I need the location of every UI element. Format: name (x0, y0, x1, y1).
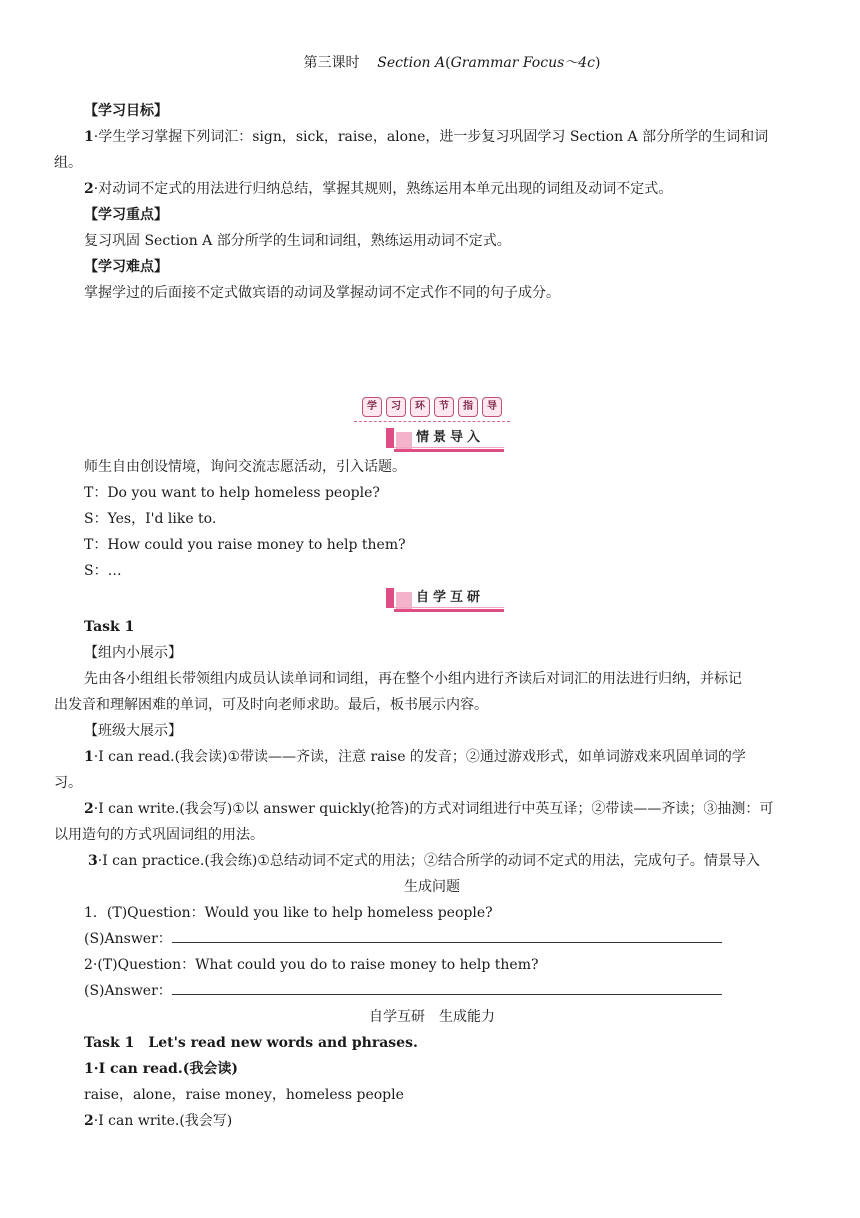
ability-task: Task 1 Let's read new words and phrases. (84, 1035, 418, 1051)
section-label: Section A (377, 55, 446, 71)
objective-item-1 (54, 124, 810, 150)
read-words: raise，alone，raise money，homeless people (84, 1087, 404, 1103)
intro-banner-label: 情景导入 (416, 430, 485, 445)
paren-open: ( (445, 55, 451, 71)
intro-banner (54, 424, 810, 454)
answer-label: (S)Answer： (84, 931, 172, 947)
guide-char: 习 (386, 397, 406, 417)
class-item-2-cont: 以用造句的方式巩固词组的用法。 (54, 827, 264, 843)
objective-item-2 (54, 176, 810, 202)
group-text-cont: 出发音和理解困难的单词，可及时向老师求助。最后，板书展示内容。 (54, 697, 488, 713)
item-number: 1 (84, 129, 94, 145)
group-heading: 【组内小展示】 (84, 645, 182, 661)
difficulties-heading: 【学习难点】 (84, 259, 168, 275)
spacer (54, 306, 810, 390)
item-text: ·对动词不定式的用法进行归纳总结，掌握其规则，熟练运用本单元出现的词组及动词不定式。 (93, 181, 673, 197)
dialogue-line: S：… (84, 563, 122, 579)
class-item-1-cont: 习。 (54, 775, 82, 791)
key-points-heading: 【学习重点】 (84, 207, 168, 223)
question-1: 1．(T)Question：Would you like to help homeless people? (84, 905, 493, 921)
question-2: 2·(T)Question：What could you do to raise money to help them? (84, 957, 539, 973)
guide-char: 节 (434, 397, 454, 417)
class-heading: 【班级大展示】 (84, 723, 182, 739)
objective-item-1-cont: 组。 (54, 155, 82, 171)
guide-banner (54, 390, 810, 424)
answer-blank[interactable] (172, 978, 722, 995)
key-points-text: 复习巩固 Section A 部分所学的生词和词组，熟练运用动词不定式。 (84, 233, 511, 249)
guide-char: 指 (458, 397, 478, 417)
questions-heading: 生成问题 (404, 879, 460, 895)
class-item-2 (54, 796, 810, 822)
dashed-divider (354, 421, 510, 422)
write-item (54, 1108, 810, 1134)
task-heading: Task 1 (84, 619, 135, 635)
group-text: 先由各小组组长带领组内成员认读单词和词组，再在整个小组内进行齐读后对词汇的用法进行归纳，并标记 (84, 671, 742, 687)
objectives-heading: 【学习目标】 (84, 103, 168, 119)
answer-blank[interactable] (172, 926, 722, 943)
guide-banner-badge (356, 394, 508, 416)
item-text: ·I can read.(我会读)①带读——齐读，注意 raise 的发音；②通过游戏形式，如单词游戏来巩固单词的学 (93, 749, 746, 765)
item-number: 3 (88, 853, 98, 869)
intro-desc: 师生自由创设情境，询问交流志愿活动，引入话题。 (84, 459, 406, 475)
guide-char: 导 (482, 397, 502, 417)
class-item-1 (54, 744, 810, 770)
banner-decoration (386, 588, 394, 608)
read-item (54, 1056, 810, 1082)
self-study-banner-label: 自学互研 (416, 590, 485, 605)
answer-2 (54, 978, 810, 1004)
answer-1 (54, 926, 810, 952)
item-number: 1 (84, 749, 94, 765)
guide-char: 环 (410, 397, 430, 417)
paren-close: ) (595, 55, 601, 71)
banner-underline (394, 449, 504, 452)
item-number: 2 (84, 1113, 94, 1129)
difficulties-text: 掌握学过的后面接不定式做宾语的动词及掌握动词不定式作不同的句子成分。 (84, 285, 560, 301)
item-text: ·I can write.(我会写)①以 answer quickly(抢答)的方式对词组进行中英互译；②带读——齐读；③抽测：可 (93, 801, 774, 817)
banner-underline (394, 609, 504, 612)
answer-label: (S)Answer： (84, 983, 172, 999)
item-text: ·I can read.(我会读) (93, 1061, 238, 1077)
item-number: 2 (84, 801, 94, 817)
page-title (94, 50, 810, 76)
lesson-label: 第三课时 (303, 55, 360, 71)
spacer (54, 76, 810, 98)
class-item-3 (54, 848, 810, 874)
document-page (54, 50, 810, 1134)
focus-label: Grammar Focus～4c (450, 55, 596, 71)
item-text: ·I can practice.(我会练)①总结动词不定式的用法；②结合所学的动词不定式的用法，完成句子。情景导入 (97, 853, 760, 869)
banner-decoration (386, 428, 394, 448)
ability-heading: 自学互研 生成能力 (369, 1009, 495, 1025)
item-text: ·学生学习掌握下列词汇：sign，sick，raise，alone，进一步复习巩固学习 Section A 部分所学的生词和词 (93, 129, 769, 145)
guide-char: 学 (362, 397, 382, 417)
self-study-banner (54, 584, 810, 614)
dialogue-line: T：Do you want to help homeless people? (84, 485, 380, 501)
item-number: 2 (84, 181, 94, 197)
item-number: 1 (84, 1061, 94, 1077)
dialogue-line: T：How could you raise money to help them? (84, 537, 406, 553)
dialogue-line: S：Yes，I'd like to. (84, 511, 217, 527)
item-text: ·I can write.(我会写) (93, 1113, 233, 1129)
